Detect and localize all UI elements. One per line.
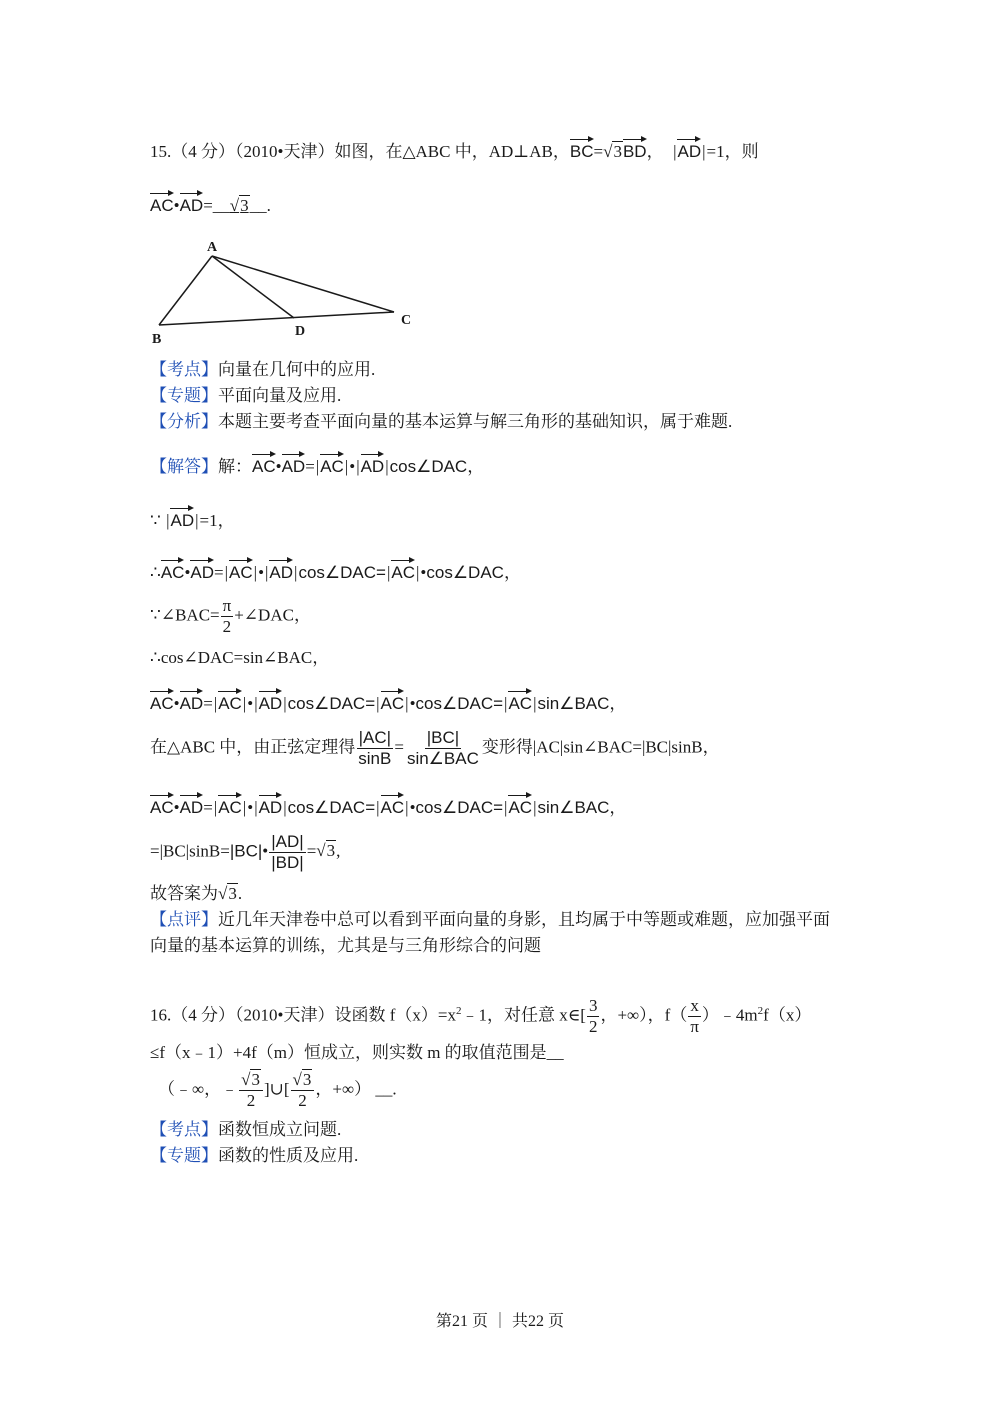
zhuanti-tag: 【专题】 (150, 386, 218, 405)
q15-jieda-line3: ∴AC•AD=|AC|•|AD|cos∠DAC=|AC|•cos∠DAC， (150, 557, 521, 584)
fraction-x-over-pi: $\frac{x}{\pi}$ (690, 996, 699, 1036)
label-a: A (207, 240, 218, 255)
fraction-bc-sinbac: $\frac{|BC|}{\text{sin∠BAC}}$ (406, 728, 479, 768)
vector-ad: AD (180, 190, 204, 215)
q15-jieda-line6: AC•AD=|AC|•|AD|cos∠DAC=|AC|•cos∠DAC=|AC|sin∠BAC， (150, 688, 626, 715)
fenxi-tag: 【分析】 (150, 412, 218, 431)
vector-ac: AC (150, 190, 174, 215)
q15-dianping-line1: 【点评】近几年天津卷中总可以看到平面向量的身影，且均属于中等题或难题，应加强平面 (150, 910, 830, 929)
q15-source: （2010•天津） (235, 142, 335, 161)
q15-answer-sqrt3: √3 (229, 196, 249, 215)
q15-jieda-line9: =|BC|sinB=|BC|• $\frac{|AD|}{|BD|}$ =√3, (150, 832, 341, 872)
segment-ac (212, 256, 394, 312)
q16-number: 16. (150, 1005, 172, 1025)
segment-ad (212, 256, 294, 318)
fraction-pi-over-2: $\frac{\pi}{2}$ (222, 596, 232, 636)
page-footer: 第21 页 ｜ 共22 页 (435, 1313, 564, 1330)
segment-ab (159, 256, 212, 325)
q15-jieda-line5: ∴cos∠DAC=sin∠BAC， (150, 648, 330, 667)
q15-number: 15. (150, 142, 172, 161)
q15-stem-line1: 15.（4 分）（2010•天津）如图，在△ABC 中，AD⊥AB，BC=√3BD， |AD|=1，则 (150, 136, 759, 163)
jieda-tag: 【解答】 (150, 457, 218, 476)
q15-jieda-line7: 在△ABC 中，由正弦定理得 $\frac{|AC|}{\sin B}$ = $\frac{|BC|}{\text{sin∠BAC}}$ 变形得|AC|sin∠BAC=|BC|sinB， (150, 728, 720, 768)
sqrt-3: √3 (603, 142, 622, 161)
fraction-sqrt3-over-2: $\frac{√3}{2}$ (291, 1070, 315, 1111)
q15-jieda-line8: AC•AD=|AC|•|AD|cos∠DAC=|AC|•cos∠DAC=|AC|sin∠BAC， (150, 792, 626, 819)
q16-stem-line2: ≤f（x﹣1）+4f（m）恒成立，则实数 m 的取值范围是__ (150, 1043, 564, 1062)
label-b: B (152, 332, 162, 347)
q15-score: （4 分） (171, 142, 235, 161)
vector-bc: BC (570, 136, 594, 161)
q15-intro: 如图，在△ABC 中，AD⊥AB， (334, 142, 570, 161)
segment-bc (159, 312, 394, 325)
q16-kaodian: 【考点】函数恒成立问题. (150, 1120, 342, 1139)
q16-zhuanti: 【专题】函数的性质及应用. (150, 1146, 359, 1165)
fraction-ac-sinb: $\frac{|AC|}{\sin B}$ (358, 728, 392, 768)
kaodian-tag: 【考点】 (150, 360, 218, 379)
triangle-figure (148, 234, 428, 350)
dianping-tag: 【点评】 (150, 910, 218, 929)
q15-final-answer: 故答案为√3. (150, 884, 243, 903)
vector-ad: AD (677, 136, 701, 161)
q16-answer: （﹣∞，﹣ $\frac{√3}{2}$ ]∪[ $\frac{√3}{2}$ ，+∞） __. (158, 1070, 397, 1110)
label-c: C (401, 313, 412, 328)
vector-bd: BD (623, 136, 647, 161)
q15-fenxi: 【分析】本题主要考查平面向量的基本运算与解三角形的基础知识，属于难题. (150, 412, 733, 431)
label-d: D (295, 324, 306, 339)
fraction-ad-bd: $\frac{|AD|}{|BD|}$ (271, 832, 304, 872)
q15-jieda-line2: ∵ |AD|=1， (150, 505, 235, 532)
fraction-3-over-2: $\frac{3}{2}$ (588, 996, 598, 1036)
q15-dianping-line2: 向量的基本运算的训练，尤其是与三角形综合的问题 (150, 936, 541, 955)
q15-jieda-line4: ∵∠BAC= $\frac{\pi}{2}$ +∠DAC， (150, 596, 311, 636)
fraction-sqrt3-over-2: $\frac{√3}{2}$ (239, 1070, 263, 1111)
q15-stem-line2: AC•AD=__√3__. (150, 190, 271, 217)
q15-zhuanti: 【专题】平面向量及应用. (150, 386, 342, 405)
q15-jieda-line1: 【解答】解：AC•AD=|AC|•|AD|cos∠DAC， (150, 451, 484, 478)
q16-stem-line1: 16.（4 分）（2010•天津）设函数 $f(x)=x^2﹣1$，对任意 x∈[ $\frac{3}{2}$ ，+∞），f（ $\frac{x}{\pi}$ ）$﹣4m^2f(x)$ (150, 996, 812, 1036)
q15-kaodian: 【考点】向量在几何中的应用. (150, 360, 376, 379)
